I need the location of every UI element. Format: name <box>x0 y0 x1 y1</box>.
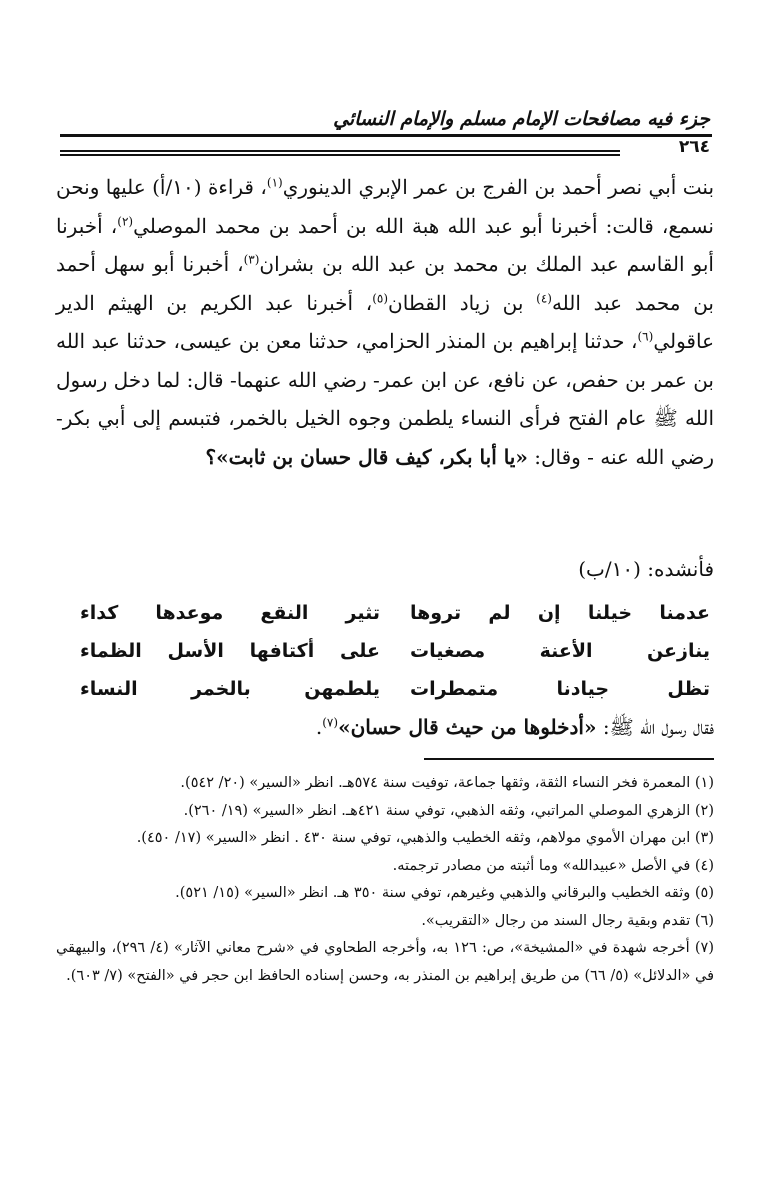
verse-1 <box>80 594 710 632</box>
text-segment: بنت أبي نصر أحمد بن الفرج بن عمر الإبري الدينوري <box>282 175 715 199</box>
text-segment: ، أخبرنا عبد الكريم بن الهيثم الدير عاقولي <box>56 290 714 353</box>
footnote-ref: (٤) <box>536 290 552 305</box>
hemistich-left: على أكتافها الأسل الظماء <box>80 640 380 662</box>
footnote: (٧) أخرجه شهدة في «المشيخة»، ص: ١٢٦ به، وأخرجه الطحاوي في «شرح معاني الآثار» (٤/ ٢٩٦)، والبيهقي في «الدلائل» (٥/ ٦٦) من طريق إبراهيم بن المنذر به، وحسن إسناده الحافظ ابن حجر في «الفتح» (٧/ ٦٠٣). <box>56 940 714 984</box>
footnote-ref: (٧) <box>322 715 339 730</box>
footnote: (٤) في الأصل «عبيدالله» وما أثبته من مصادر ترجمته. <box>392 857 714 874</box>
text-segment: ، أخبرنا أبو القاسم عبد الملك بن محمد بن عبد الله بن بشران <box>56 213 714 276</box>
footnote-ref: (٣) <box>243 252 260 267</box>
hemistich-right: عدمنا خيلنا إن لم تروها <box>410 602 710 624</box>
footnote-ref: (٥) <box>372 290 389 305</box>
closing-end: . <box>315 715 323 739</box>
hemistich-right: تظل جيادنا متمطرات <box>410 678 710 700</box>
text-segment: بن زياد القطان <box>388 290 537 315</box>
footnote-ref: (٦) <box>637 329 654 344</box>
footnote: (٢) الزهري الموصلي المراتبي، وثقه الذهبي، توفي سنة ٤٢١هـ. انظر «السير» (١٩/ ٢٦٠). <box>183 802 714 819</box>
footnote: (٥) وثقه الخطيب والبرقاني والذهبي وغيرهم، توفي سنة ٣٥٠ هـ. انظر «السير» (١٥/ ٥٢١). <box>175 885 714 901</box>
hemistich-left: يلطمهن بالخمر النساء <box>80 678 380 700</box>
footnote-ref: (٢) <box>117 213 134 228</box>
verse-3 <box>80 670 710 708</box>
running-title: جزء فيه مصافحات الإمام مسلم والإمام النسائي <box>333 108 710 130</box>
footnote-ref: (١) <box>266 175 283 190</box>
footnotes <box>56 770 714 990</box>
isnad-paragraph <box>56 168 714 476</box>
recited-line: فأنشده: (١٠/ب) <box>578 557 714 581</box>
text-segment: ، أخبرنا أبو سهل أحمد بن محمد عبد الله <box>56 252 714 315</box>
footnote: (٦) تقدم وبقية رجال السند من رجال «التقريب». <box>421 912 714 929</box>
verse-2 <box>80 632 710 670</box>
text-segment: ، قراءة (١٠/أ) عليها ونحن نسمع، قالت: أخبرنا أبو عبد الله هبة الله بن أحمد بن محمد الموصلي <box>56 175 714 238</box>
closing-lead: فقال رسول الله ﷺ: <box>596 715 714 739</box>
poem <box>80 594 710 708</box>
closing-quote: «أدخلوها من حيث قال حسان» <box>338 715 597 739</box>
header-double-rule <box>60 150 620 156</box>
closing-line <box>56 708 714 746</box>
footnote: (١) المعمرة فخر النساء الثقة، وثقها جماعة، توفيت سنة ٥٧٤هـ. انظر «السير» (٢٠/ ٥٤٢). <box>180 775 714 791</box>
footnote: (٣) ابن مهران الأموي مولاهم، وثقه الخطيب والذهبي، توفي سنة ٤٣٠ . انظر «السير» (١٧/ ٤٥٠). <box>136 830 714 846</box>
text-segment: ، حدثنا إبراهيم بن المنذر الحزامي، حدثنا معن بن عيسى، حدثنا عبد الله بن عمر بن حفص، عن نافع، عن ابن عمر- رضي الله عنهما- قال: لما دخل رسول الله ﷺ عام الفتح فرأى النساء يلطمن وجوه الخيل بالخمر، فتبسم إلى أبي بكر- رضي الله عنه - وقال: <box>56 329 714 469</box>
hemistich-right: ينازعن الأعنة مصغيات <box>410 640 710 662</box>
hemistich-left: تثير النقع موعدها كداء <box>80 602 380 624</box>
footnote-separator <box>424 758 714 760</box>
page-number: ٢٦٤ <box>678 137 710 157</box>
prophet-question: «يا أبا بكر، كيف قال حسان بن ثابت»؟ <box>205 444 528 469</box>
main-text <box>56 168 714 476</box>
